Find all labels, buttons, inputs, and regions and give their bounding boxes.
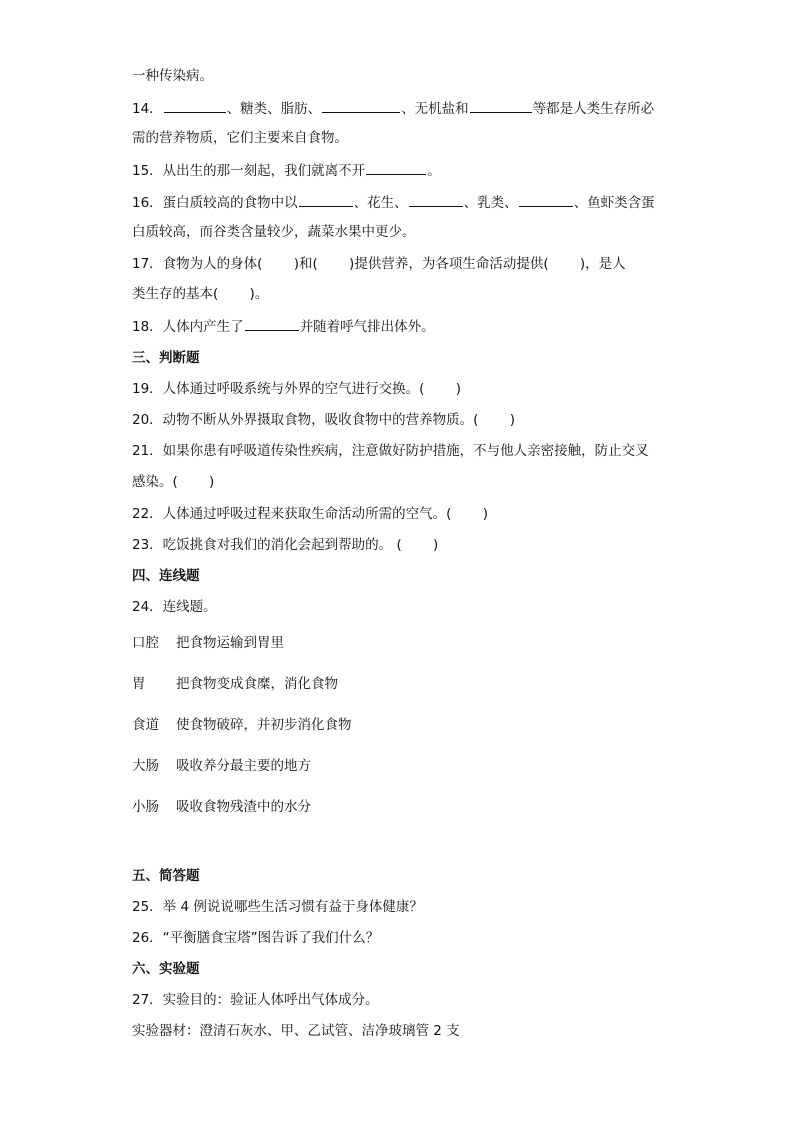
question-21-line1: 21．如果你患有呼吸道传染性疾病，注意做好防护措施，不与他人亲密接触，防止交叉 [132,443,649,459]
q15-blank[interactable] [366,160,426,175]
question-16-line2: 白质较高，而谷类含量较少，蔬菜水果中更少。 [132,224,416,240]
q16-part2: 、乳类、 [463,195,518,211]
match-row[interactable] [132,756,311,776]
match-right: 吸收食物残渣中的水分 [176,799,311,815]
q14-part3: 等都是人类生存所必 [532,101,655,117]
question-17-line2: 类生存的基本( )。 [132,286,269,302]
match-left: 小肠 [132,799,159,815]
q14-number: 14． [132,101,163,117]
question-24: 24．连线题。 [132,599,217,615]
question-14-line1 [132,98,654,119]
q16-blank-2[interactable] [409,192,463,207]
q14-blank-1[interactable] [164,98,226,113]
q15-text: 15．从出生的那一刻起，我们就离不开 [132,163,366,179]
q16-blank-3[interactable] [519,192,573,207]
q18-part1: 并随着呼气排出体外。 [299,319,435,335]
q15-end: 。 [427,163,441,179]
question-25: 25．举 4 例说说哪些生活习惯有益于身体健康？ [132,899,423,915]
match-row[interactable] [132,715,352,735]
match-row[interactable] [132,797,311,817]
match-row[interactable] [132,674,338,694]
question-22: 22．人体通过呼吸过程来获取生命活动所需的空气。( ) [132,506,489,522]
match-right: 使食物破碎，并初步消化食物 [176,717,352,733]
q14-blank-3[interactable] [470,98,532,113]
q14-blank-2[interactable] [322,98,400,113]
question-15 [132,160,441,181]
q16-part0: 16．蛋白质较高的食物中以 [132,195,298,211]
question-19: 19．人体通过呼吸系统与外界的空气进行交换。( ) [132,381,462,397]
match-left: 食道 [132,717,159,733]
section-4-heading: 四、连线题 [132,568,200,584]
match-left: 口腔 [132,635,159,651]
match-left: 胃 [132,676,146,692]
question-20: 20．动物不断从外界摄取食物，吸收食物中的营养物质。( ) [132,412,516,428]
q14-part1: 、糖类、脂肪、 [226,101,322,117]
q18-blank[interactable] [245,316,299,331]
question-18 [132,316,435,337]
question-27-materials: 实验器材：澄清石灰水、甲、乙试管、洁净玻璃管 2 支 [132,1023,460,1039]
match-left: 大肠 [132,758,159,774]
q16-part3: 、鱼虾类含蛋 [573,195,655,211]
match-row[interactable] [132,633,284,653]
question-27: 27．实验目的：验证人体呼出气体成分。 [132,992,379,1008]
section-3-heading: 三、判断题 [132,350,200,366]
question-21-line2: 感染。( ) [132,474,215,490]
match-right: 把食物变成食糜，消化食物 [176,676,338,692]
match-right: 把食物运输到胃里 [176,635,284,651]
section-6-heading: 六、实验题 [132,961,200,977]
q18-part0: 18．人体内产生了 [132,319,244,335]
section-5-heading: 五、简答题 [132,868,200,884]
question-14-line2: 需的营养物质，它们主要来自食物。 [132,130,348,146]
question-16-line1 [132,192,655,213]
match-right: 吸收养分最主要的地方 [176,758,311,774]
q14-part2: 、无机盐和 [401,101,469,117]
question-26: 26．“平衡膳食宝塔”图告诉了我们什么？ [132,930,380,946]
question-17-line1: 17．食物为人的身体( )和( )提供营养，为各项生命活动提供( )，是人 [132,256,626,272]
q13-tail: 一种传染病。 [132,68,213,84]
q16-part1: 、花生、 [353,195,408,211]
q16-blank-1[interactable] [299,192,353,207]
question-23: 23．吃饭挑食对我们的消化会起到帮助的。 ( ) [132,537,439,553]
